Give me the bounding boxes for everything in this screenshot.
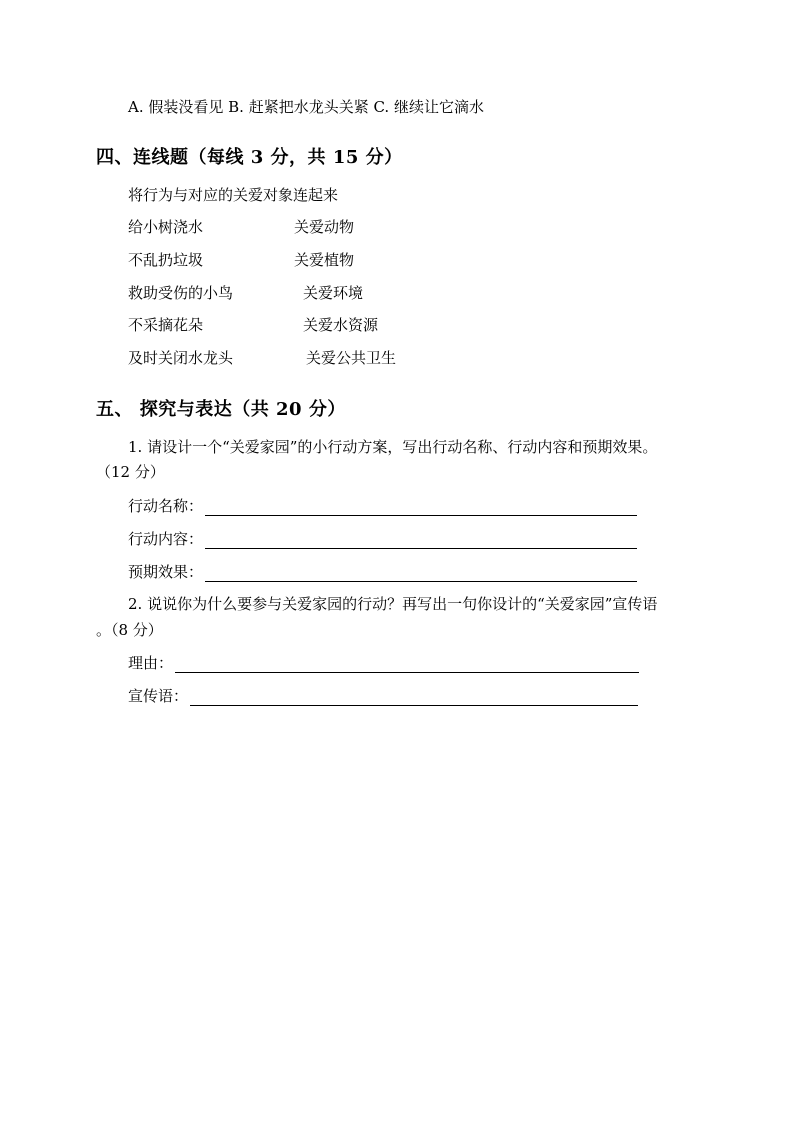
field-label: 行动内容： (128, 530, 204, 548)
matching-target: 关爱公共卫生 (306, 349, 397, 367)
q1-score: （12 分） (96, 463, 165, 481)
field-label: 行动名称： (128, 497, 204, 515)
matching-behavior: 给小树浇水 (128, 218, 204, 236)
matching-target: 关爱动物 (294, 218, 355, 236)
matching-behavior: 及时关闭水龙头 (128, 349, 234, 367)
q3-options: A. 假装没看见 B. 赶紧把水龙头关紧 C. 继续让它滴水 (128, 98, 484, 116)
answer-blank[interactable] (205, 533, 637, 549)
matching-behavior: 不乱扔垃圾 (128, 251, 204, 269)
answer-blank[interactable] (175, 657, 639, 673)
reason-field[interactable] (128, 651, 639, 673)
expected-effect-field[interactable] (128, 560, 637, 582)
q1-prompt: 1. 请设计一个“关爱家园”的小行动方案，写出行动名称、行动内容和预期效果。 (128, 438, 658, 456)
matching-pair (128, 348, 548, 368)
answer-blank[interactable] (190, 690, 638, 706)
section4-heading: 四、连线题（每线 3 分，共 15 分） (96, 147, 403, 168)
matching-pair (128, 283, 548, 303)
matching-target: 关爱植物 (294, 251, 355, 269)
matching-pair (128, 217, 548, 237)
matching-target: 关爱水资源 (303, 316, 379, 334)
field-label: 预期效果： (128, 563, 204, 581)
section4-instruction: 将行为与对应的关爱对象连起来 (128, 186, 339, 204)
answer-blank[interactable] (205, 566, 637, 582)
slogan-field[interactable] (128, 684, 638, 706)
field-label: 理由： (128, 654, 174, 672)
q2-score: 。（8 分） (96, 621, 163, 639)
section5-heading: 五、 探究与表达（共 20 分） (96, 399, 346, 420)
action-name-field[interactable] (128, 494, 637, 516)
action-content-field[interactable] (128, 527, 637, 549)
field-label: 宣传语： (128, 687, 189, 705)
matching-pair (128, 250, 548, 270)
matching-behavior: 不采摘花朵 (128, 316, 204, 334)
q2-prompt: 2. 说说你为什么要参与关爱家园的行动？再写出一句你设计的“关爱家园”宣传语 (128, 595, 658, 613)
matching-target: 关爱环境 (303, 284, 364, 302)
answer-blank[interactable] (205, 500, 637, 516)
matching-pair (128, 315, 548, 335)
matching-behavior: 救助受伤的小鸟 (128, 284, 234, 302)
